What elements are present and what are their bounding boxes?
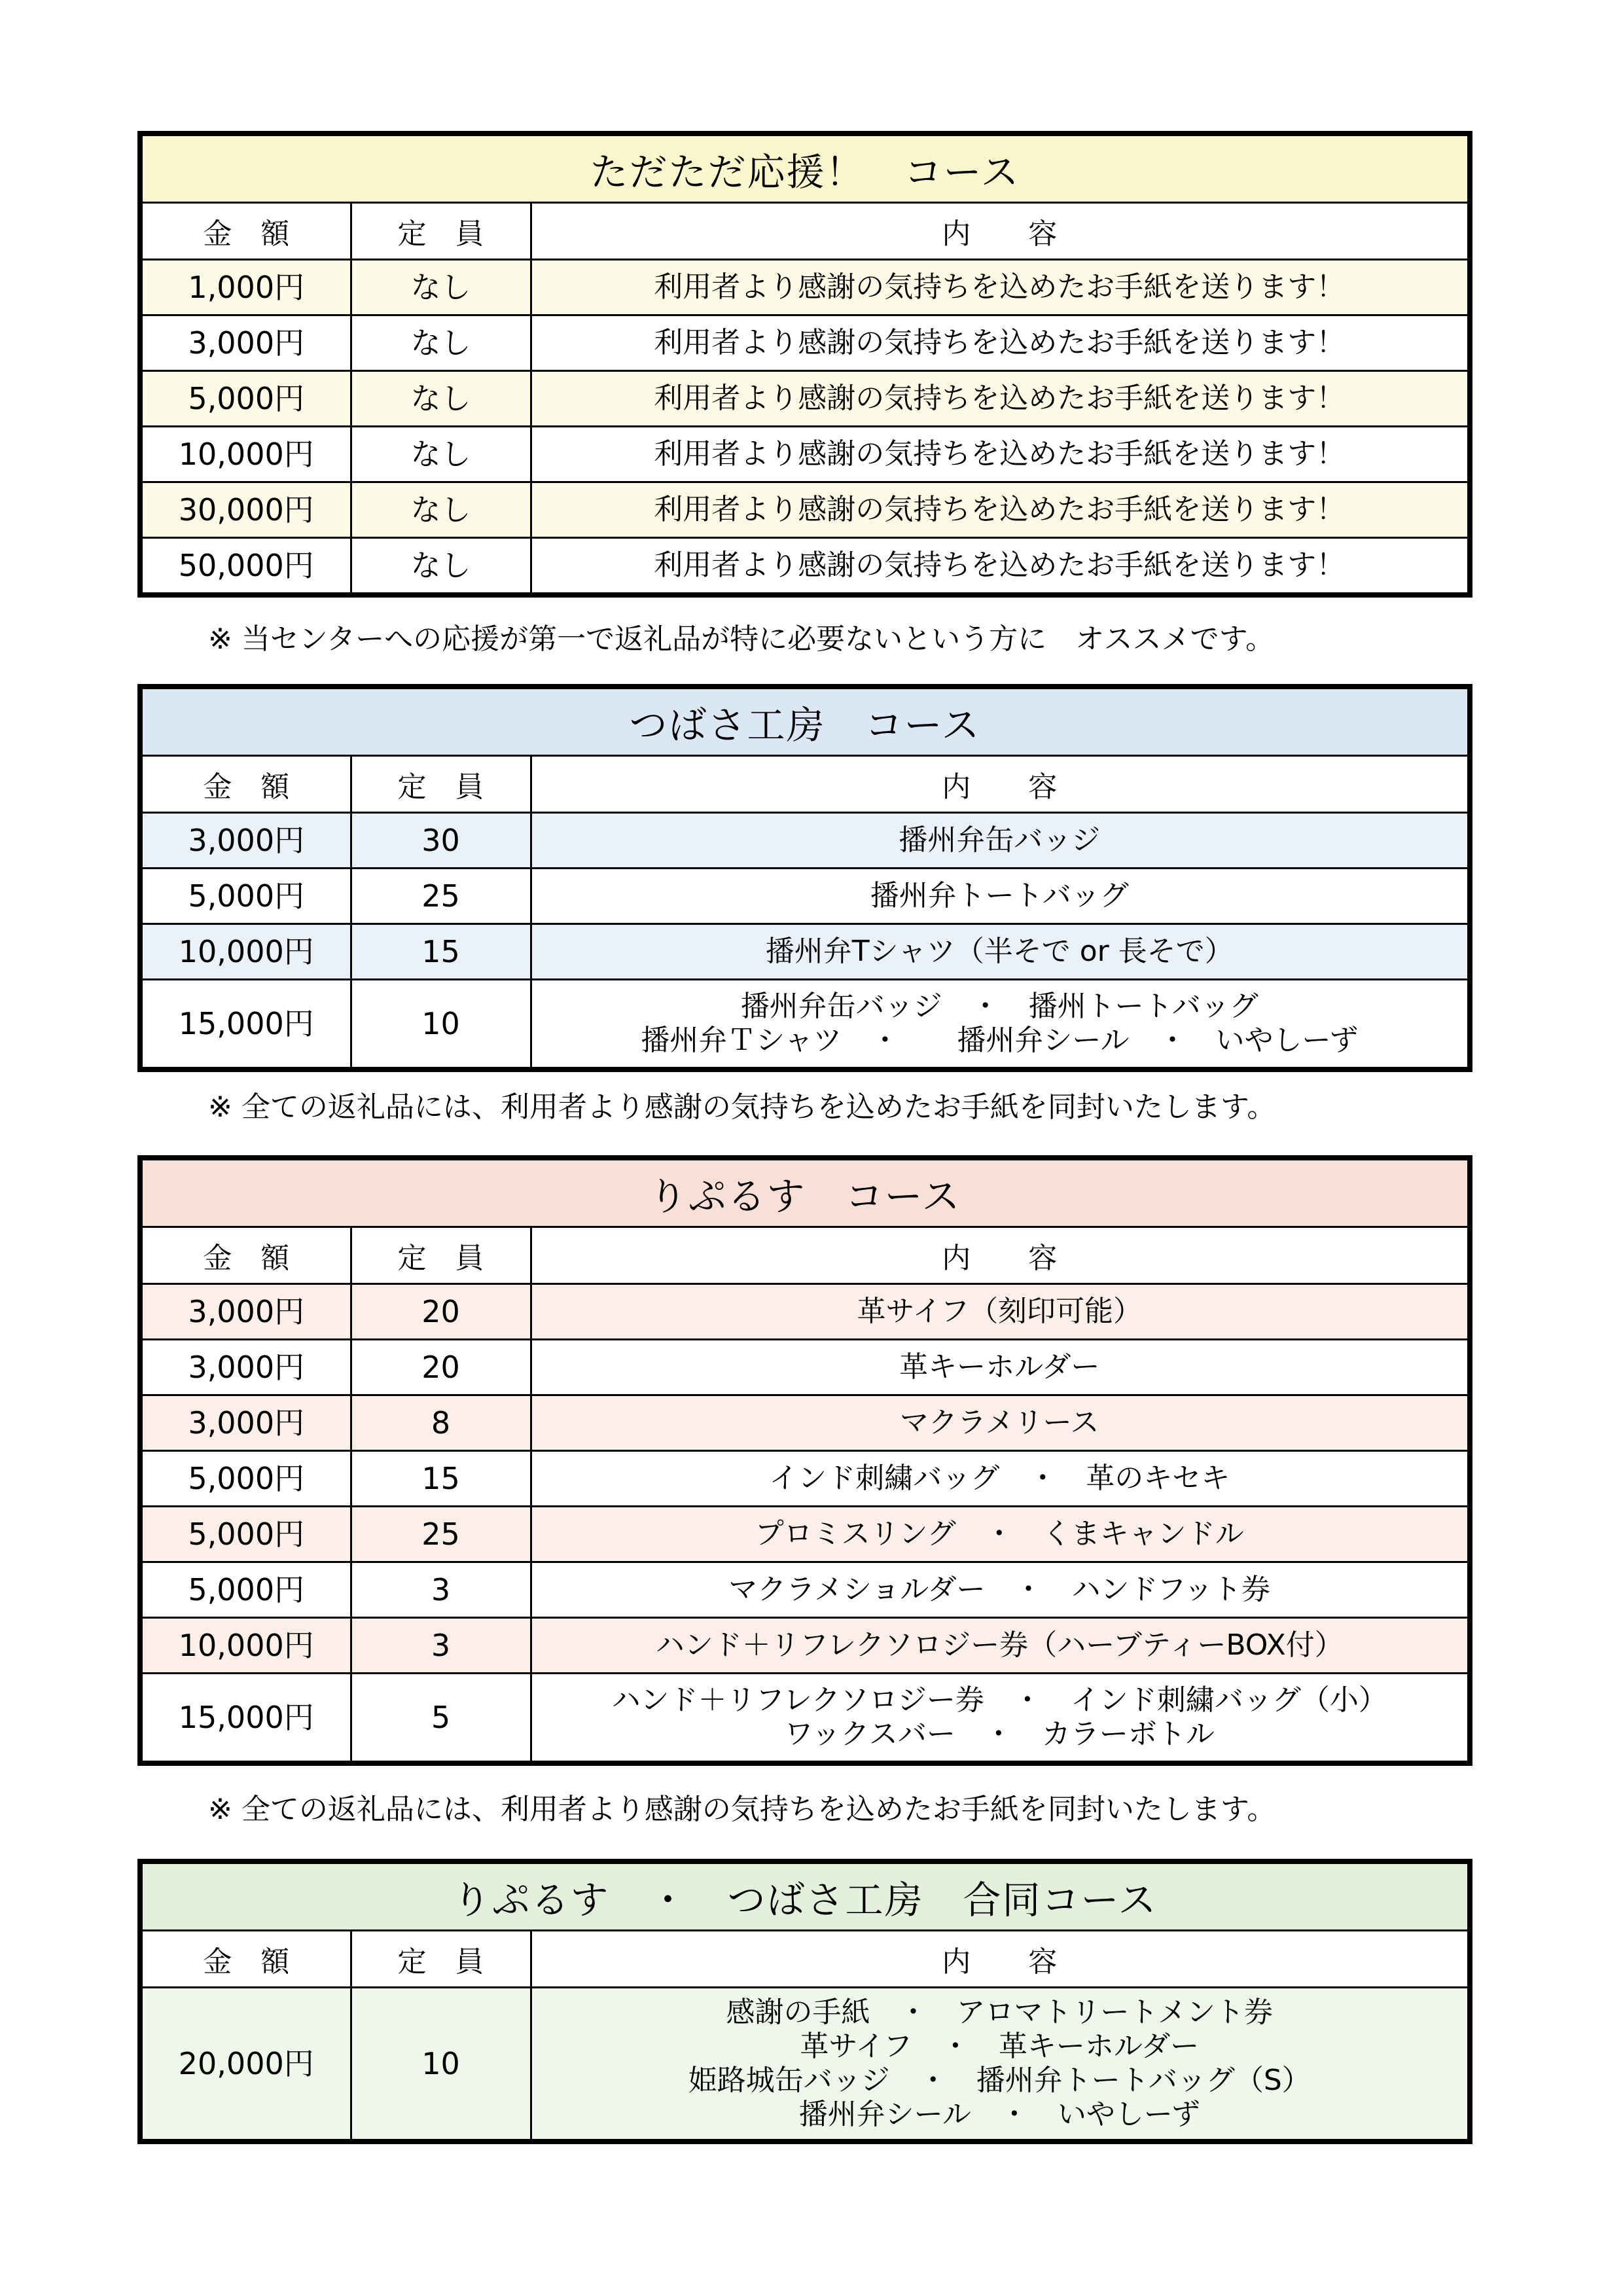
content-cell	[531, 1988, 1470, 2142]
amount-cell: 1,000円	[140, 260, 351, 315]
capacity-cell: 8	[351, 1395, 531, 1451]
header-amount: 金 額	[140, 203, 351, 260]
amount-cell: 3,000円	[140, 813, 351, 869]
content-cell: マクラメショルダー ・ ハンドフット券	[531, 1562, 1470, 1618]
content-line: 感謝の手紙 ・ アロマトリートメント券	[726, 1996, 1274, 2029]
header-capacity: 定 員	[351, 1931, 531, 1988]
content-cell: 利用者より感謝の気持ちを込めたお手紙を送ります！	[531, 260, 1470, 315]
capacity-cell: 10	[351, 1988, 531, 2142]
content-line: ハンド＋リフレクソロジー券 ・ インド刺繍バッグ（小）	[611, 1683, 1387, 1717]
course-table	[137, 131, 1472, 598]
content-line: 革サイフ ・ 革キーホルダー	[800, 2030, 1200, 2063]
amount-cell: 10,000円	[140, 427, 351, 482]
content-cell: インド刺繍バッグ ・ 革のキセキ	[531, 1451, 1470, 1507]
amount-cell: 5,000円	[140, 1507, 351, 1562]
table-row	[140, 1988, 1470, 2142]
content-cell: 利用者より感謝の気持ちを込めたお手紙を送ります！	[531, 538, 1470, 596]
capacity-cell: 25	[351, 1507, 531, 1562]
amount-cell: 3,000円	[140, 1395, 351, 1451]
course-table	[137, 1155, 1472, 1766]
amount-cell: 10,000円	[140, 1618, 351, 1674]
amount-cell: 3,000円	[140, 1340, 351, 1395]
amount-cell: 30,000円	[140, 482, 351, 538]
amount-cell: 5,000円	[140, 869, 351, 924]
content-line: 播州弁缶バッジ ・ 播州トートバッグ	[740, 990, 1258, 1023]
capacity-cell: なし	[351, 315, 531, 371]
table-row	[140, 924, 1470, 980]
course-note: ※ 全ての返礼品には、利用者より感謝の気持ちを込めたお手紙を同封いたします。	[208, 1090, 1276, 1124]
amount-cell: 20,000円	[140, 1988, 351, 2142]
table-row	[140, 315, 1470, 371]
course-title: りぷるす ・ つばさ工房 合同コース	[140, 1861, 1470, 1931]
content-cell: 革キーホルダー	[531, 1340, 1470, 1395]
capacity-cell: 3	[351, 1562, 531, 1618]
table-row	[140, 427, 1470, 482]
course-note: ※ 当センターへの応援が第一で返礼品が特に必要ないという方に オススメです。	[208, 622, 1275, 656]
table-row	[140, 538, 1470, 596]
amount-cell: 3,000円	[140, 1284, 351, 1340]
content-cell: マクラメリース	[531, 1395, 1470, 1451]
content-cell: ハンド＋リフレクソロジー券（ハーブティーBOX付）	[531, 1618, 1470, 1674]
table-row	[140, 1618, 1470, 1674]
capacity-cell: 20	[351, 1340, 531, 1395]
capacity-cell: なし	[351, 260, 531, 315]
course-section-tsubasa	[137, 684, 1472, 1072]
capacity-cell: 30	[351, 813, 531, 869]
content-line: ワックスバー ・ カラーボトル	[784, 1717, 1215, 1751]
content-cell: 利用者より感謝の気持ちを込めたお手紙を送ります！	[531, 315, 1470, 371]
capacity-cell: 15	[351, 1451, 531, 1507]
course-note: ※ 全ての返礼品には、利用者より感謝の気持ちを込めたお手紙を同封いたします。	[208, 1793, 1276, 1826]
amount-cell: 15,000円	[140, 1674, 351, 1764]
header-amount: 金 額	[140, 1931, 351, 1988]
content-cell: プロミスリング ・ くまキャンドル	[531, 1507, 1470, 1562]
capacity-cell: 5	[351, 1674, 531, 1764]
course-section-tadatada	[137, 131, 1472, 598]
capacity-cell: 20	[351, 1284, 531, 1340]
table-row	[140, 813, 1470, 869]
header-capacity: 定 員	[351, 756, 531, 813]
capacity-cell: 15	[351, 924, 531, 980]
capacity-cell: なし	[351, 427, 531, 482]
amount-cell: 3,000円	[140, 315, 351, 371]
header-content: 内 容	[531, 756, 1470, 813]
amount-cell: 5,000円	[140, 371, 351, 427]
content-line: 播州弁Ｔシャツ ・ 播州弁シール ・ いやしーず	[641, 1024, 1359, 1057]
table-row	[140, 1674, 1470, 1764]
content-cell: 播州弁トートバッグ	[531, 869, 1470, 924]
capacity-cell: なし	[351, 538, 531, 596]
capacity-cell: なし	[351, 371, 531, 427]
table-row	[140, 1340, 1470, 1395]
content-cell: 利用者より感謝の気持ちを込めたお手紙を送ります！	[531, 427, 1470, 482]
capacity-cell: 3	[351, 1618, 531, 1674]
content-cell: 利用者より感謝の気持ちを込めたお手紙を送ります！	[531, 371, 1470, 427]
content-cell: 播州弁Tシャツ（半そで or 長そで）	[531, 924, 1470, 980]
header-content: 内 容	[531, 1931, 1470, 1988]
amount-cell: 15,000円	[140, 980, 351, 1070]
table-row	[140, 980, 1470, 1070]
course-section-riplus	[137, 1155, 1472, 1766]
amount-cell: 10,000円	[140, 924, 351, 980]
table-row	[140, 1507, 1470, 1562]
amount-cell: 5,000円	[140, 1562, 351, 1618]
content-line: 姫路城缶バッジ ・ 播州弁トートバッグ（S）	[688, 2064, 1311, 2097]
content-line: 播州弁シール ・ いやしーず	[798, 2098, 1200, 2131]
content-cell: 播州弁缶バッジ	[531, 813, 1470, 869]
header-capacity: 定 員	[351, 1227, 531, 1284]
course-table	[137, 1859, 1472, 2144]
course-title: ただただ応援！ コース	[140, 134, 1470, 203]
header-content: 内 容	[531, 1227, 1470, 1284]
course-section-joint	[137, 1859, 1472, 2144]
table-row	[140, 371, 1470, 427]
content-cell: 革サイフ（刻印可能）	[531, 1284, 1470, 1340]
table-row	[140, 1451, 1470, 1507]
table-row	[140, 1284, 1470, 1340]
amount-cell: 5,000円	[140, 1451, 351, 1507]
course-table	[137, 684, 1472, 1072]
table-row	[140, 260, 1470, 315]
header-content: 内 容	[531, 203, 1470, 260]
header-amount: 金 額	[140, 1227, 351, 1284]
table-row	[140, 869, 1470, 924]
header-capacity: 定 員	[351, 203, 531, 260]
header-amount: 金 額	[140, 756, 351, 813]
content-cell	[531, 980, 1470, 1070]
table-row	[140, 1562, 1470, 1618]
capacity-cell: 10	[351, 980, 531, 1070]
amount-cell: 50,000円	[140, 538, 351, 596]
course-title: つばさ工房 コース	[140, 687, 1470, 756]
capacity-cell: 25	[351, 869, 531, 924]
content-cell: 利用者より感謝の気持ちを込めたお手紙を送ります！	[531, 482, 1470, 538]
table-row	[140, 1395, 1470, 1451]
capacity-cell: なし	[351, 482, 531, 538]
table-row	[140, 482, 1470, 538]
course-title: りぷるす コース	[140, 1158, 1470, 1227]
content-cell	[531, 1674, 1470, 1764]
